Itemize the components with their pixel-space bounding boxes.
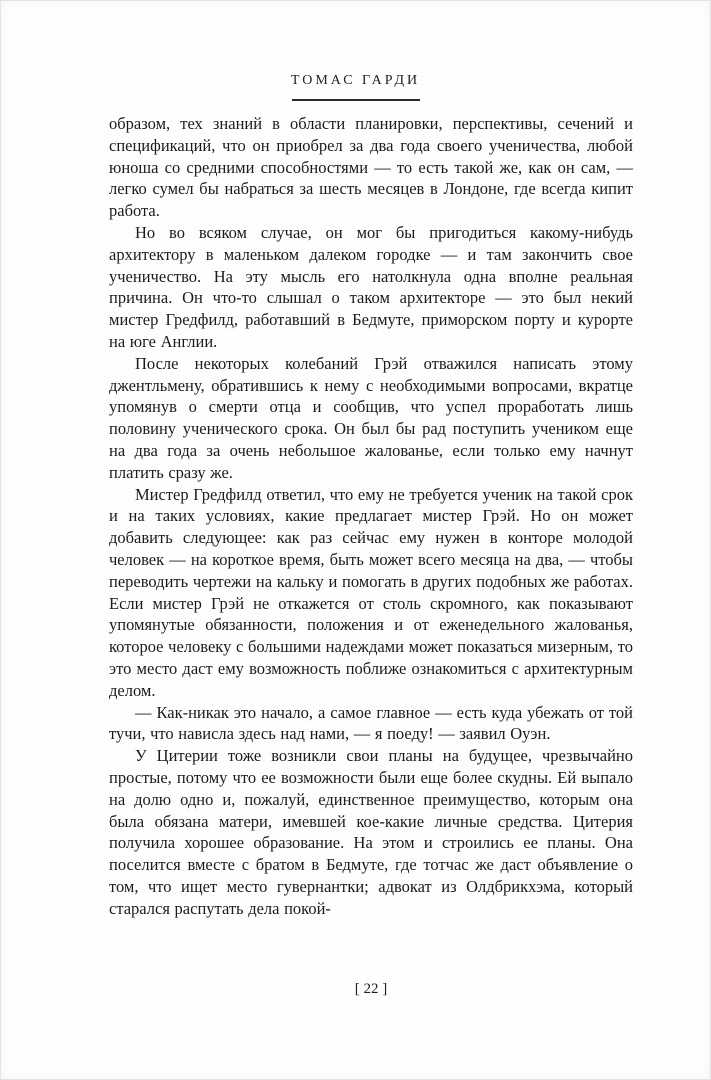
- page-number: [ 22 ]: [354, 981, 388, 997]
- running-header: ТОМАС ГАРДИ: [290, 73, 421, 88]
- body-paragraph: образом, тех знаний в области планировки, перспективы, сечений и спецификаций, что он приобрел за два года своего ученичества, любой юноша со средними способностями — то есть такой же, как он сам, — легко сумел бы набраться за шесть месяцев в Лондоне, где всегда кипит работа.: [109, 114, 633, 221]
- body-paragraph: Но во всяком случае, он мог бы пригодиться какому-нибудь архитектору в маленьком далеком городке — и там закончить свое ученичество. На эту мысль его натолкнула одна вполне реальная причина. Он что-то слышал о таком архитекторе — это был некий мистер Гредфилд, работавший в Бедмуте, приморском порту и курорте на юге Англии.: [109, 222, 633, 351]
- body-paragraph-dialogue: — Как-никак это начало, а самое главное — есть куда убежать от той тучи, что нависла здесь над нами, — я поеду! — заявил Оуэн.: [109, 702, 633, 744]
- body-paragraph: У Цитерии тоже возникли свои планы на будущее, чрезвычайно простые, потому что ее возможности были еще более скудны. Ей выпало на долю одно и, пожалуй, единственное преимущество, которым она была обязана матери, имевшей кое-какие личные средства. Цитерия получила хорошее образование. На этом и строились ее планы. Она поселится вместе с братом в Бедмуте, где тотчас же даст объявление о том, что ищет место гувернантки; адвокат из Олдбрикхэма, который старался распутать дела покой-: [109, 746, 633, 918]
- body-paragraph: Мистер Гредфилд ответил, что ему не требуется ученик на такой срок и на таких условиях, какие предлагает мистер Грэй. Но он может добавить следующее: как раз сейчас ему нужен в конторе молодой человек — на короткое время, быть может всего месяца на два, — чтобы переводить чертежи на кальку и помогать в других подобных же работах. Если мистер Грэй не откажется от столь скромного, как показывают упомянутые обязанности, положения и от еженедельного жалованья, которое человеку с большими надеждами может показаться мизерным, то это место даст ему возможность поближе ознакомиться с архитектурным делом.: [109, 484, 633, 700]
- header-divider: [292, 99, 420, 101]
- body-paragraph: После некоторых колебаний Грэй отважился написать этому джентльмену, обратившись к нему с необходимыми вопросами, вкратце упомянув о смерти отца и сообщив, что успел проработать лишь половину ученического срока. Он был бы рад поступить учеником еще на два года за очень небольшое жалованье, если только ему начнут платить сразу же.: [109, 353, 633, 482]
- page-text-block: [109, 113, 633, 919]
